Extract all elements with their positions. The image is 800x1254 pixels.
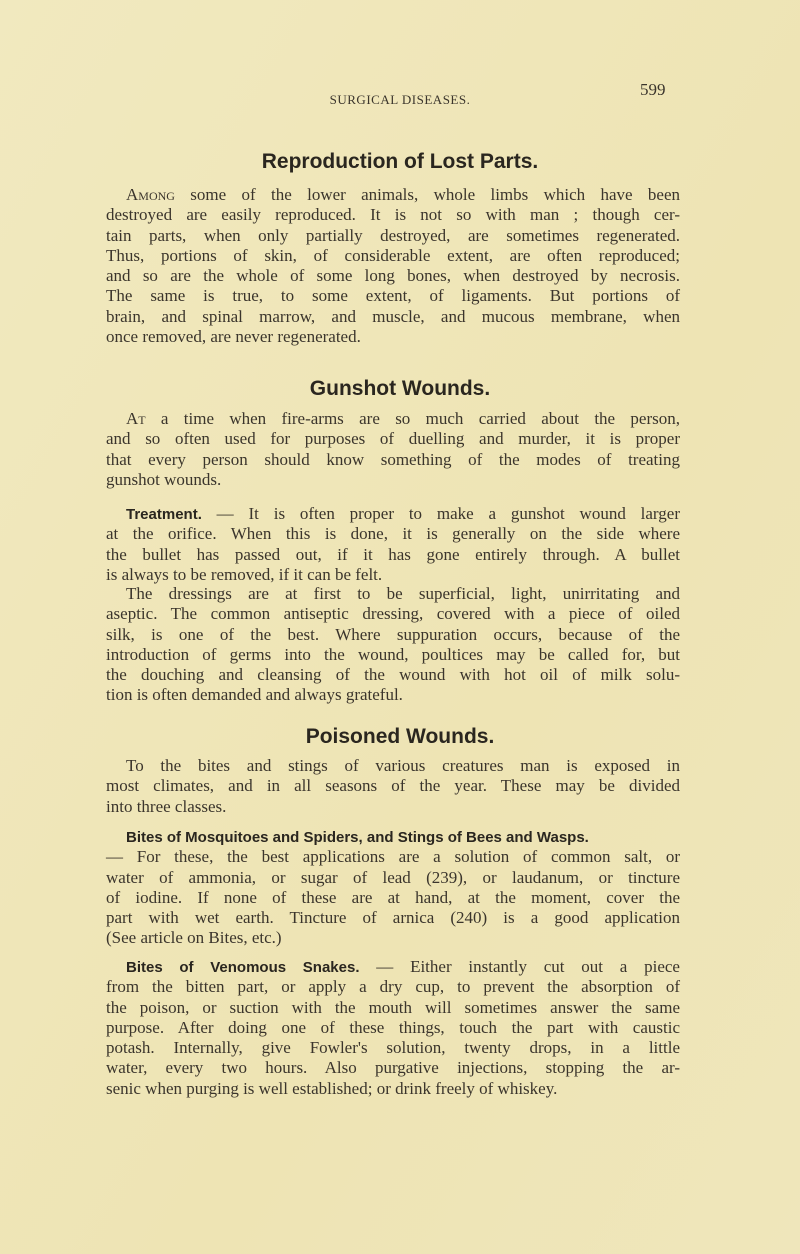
line-text: The dressings are at first to be superficial, light, unirritating and: [126, 584, 680, 603]
text-line: [106, 685, 680, 705]
text-line: [106, 888, 680, 908]
text-line: [106, 868, 680, 888]
text-line: [106, 584, 680, 604]
line-text: aseptic. The common antiseptic dressing, covered with a piece of oiled: [106, 604, 680, 624]
text-line: [106, 957, 680, 977]
line-text: introduction of germs into the wound, poultices may be called for, but: [106, 644, 680, 664]
line-text: at the orifice. When this is done, it is generally on the side where: [106, 524, 680, 544]
paragraph-mosquitoes: [106, 827, 680, 949]
line-text: destroyed are easily reproduced. It is not so with man ; though cer-: [106, 205, 680, 225]
line-text: — Either instantly cut out a piece: [359, 957, 680, 976]
line-text: into three classes.: [106, 796, 227, 816]
text-line: [106, 1018, 680, 1038]
paragraph-reproduction: [106, 185, 680, 347]
text-line: [106, 908, 680, 928]
line-text: most climates, and in all seasons of the year. These may be divided: [106, 776, 680, 796]
line-text: The same is true, to some extent, of ligaments. But portions of: [106, 286, 680, 306]
page-number: 599: [640, 80, 666, 99]
paragraph-snakes: [106, 957, 680, 1099]
line-text: gunshot wounds.: [106, 469, 222, 489]
line-text: of iodine. If none of these are at hand, at the moment, cover the: [106, 887, 680, 907]
line-text: part with wet earth. Tincture of arnica (240) is a good application: [106, 908, 680, 928]
text-line: [106, 470, 680, 490]
line-text: and so often used for purposes of duelling and murder, it is proper: [106, 429, 680, 449]
run-in-heading: Bites of Mosquitoes and Spiders, and Stings of Bees and Wasps.: [126, 829, 589, 846]
text-line: [106, 1079, 680, 1099]
text-line: [106, 286, 680, 306]
line-text: senic when purging is well established; or drink freely of whiskey.: [106, 1078, 558, 1098]
line-text: that every person should know something of the modes of treating: [106, 449, 680, 469]
line-text: purpose. After doing one of these things, touch the part with caustic: [106, 1017, 680, 1037]
text-line: [106, 756, 680, 776]
line-text: To the bites and stings of various creatures man is exposed in: [126, 756, 680, 775]
line-text: silk, is one of the best. Where suppuration occurs, because of the: [106, 624, 680, 644]
line-text: from the bitten part, or apply a dry cup, to prevent the absorption of: [106, 977, 680, 997]
paragraph-treatment: [106, 504, 680, 585]
run-in-heading: Treatment.: [126, 506, 202, 523]
text-line: [106, 625, 680, 645]
line-text: the bullet has passed out, if it has gone entirely through. A bullet: [106, 544, 680, 564]
text-line: [106, 797, 680, 817]
text-line: [106, 604, 680, 624]
text-line: [106, 776, 680, 796]
text-line: [106, 524, 680, 544]
text-line: [106, 645, 680, 665]
line-text: water of ammonia, or sugar of lead (239), or laudanum, or tincture: [106, 867, 680, 887]
text-line: [106, 307, 680, 327]
line-text: water, every two hours. Also purgative injections, stopping the ar-: [106, 1058, 680, 1078]
text-line: [106, 185, 680, 205]
paragraph-poisoned-intro: [106, 756, 680, 817]
line-text: tain parts, when only partially destroyed, are sometimes regenerated.: [106, 225, 680, 245]
text-line: [106, 205, 680, 225]
line-text: tion is often demanded and always grateful.: [106, 685, 403, 705]
text-line: [106, 1058, 680, 1078]
line-text: Thus, portions of skin, of considerable extent, are often reproduced;: [106, 245, 680, 265]
text-line: [106, 226, 680, 246]
running-head: SURGICAL DISEASES.: [329, 92, 471, 107]
text-line: [106, 665, 680, 685]
text-line: [106, 998, 680, 1018]
line-text: — For these, the best applications are a solution of common salt, or: [106, 847, 680, 867]
text-line: [106, 327, 680, 347]
line-text: is always to be removed, if it can be felt.: [106, 564, 383, 584]
text-line: [106, 246, 680, 266]
line-text: (See article on Bites, etc.): [106, 928, 282, 948]
text-line: [106, 1038, 680, 1058]
paragraph-gunshot-intro: [106, 409, 680, 490]
line-text: the douching and cleansing of the wound with hot oil of milk solu-: [106, 665, 680, 685]
lead-word: Among: [126, 185, 175, 204]
line-text: and so are the whole of some long bones, when destroyed by necrosis.: [106, 266, 680, 286]
text-line: [106, 928, 680, 948]
line-text: brain, and spinal marrow, and muscle, and mucous membrane, when: [106, 306, 680, 326]
line-text: the poison, or suction with the mouth will sometimes answer the same: [106, 997, 680, 1017]
line-text: — It is often proper to make a gunshot wound larger: [201, 504, 680, 523]
section-title-poisoned: Poisoned Wounds.: [305, 725, 495, 748]
section-title-reproduction: Reproduction of Lost Parts.: [261, 150, 539, 173]
line-text: potash. Internally, give Fowler's solution, twenty drops, in a little: [106, 1038, 680, 1058]
text-line: [106, 545, 680, 565]
text-line: [106, 977, 680, 997]
lead-word: At: [126, 409, 146, 428]
paragraph-dressings: [106, 584, 680, 706]
text-line: [106, 450, 680, 470]
text-line: [106, 409, 680, 429]
section-title-gunshot: Gunshot Wounds.: [309, 377, 491, 400]
text-line: [106, 847, 680, 867]
line-text: some of the lower animals, whole limbs which have been: [174, 185, 680, 204]
line-text: once removed, are never regenerated.: [106, 327, 361, 347]
text-line: [106, 565, 680, 585]
text-line: [106, 266, 680, 286]
line-text: a time when fire-arms are so much carried about the person,: [145, 409, 680, 428]
text-line: [106, 827, 680, 847]
text-line: [106, 429, 680, 449]
text-line: [106, 504, 680, 524]
run-in-heading: Bites of Venomous Snakes.: [126, 959, 360, 976]
